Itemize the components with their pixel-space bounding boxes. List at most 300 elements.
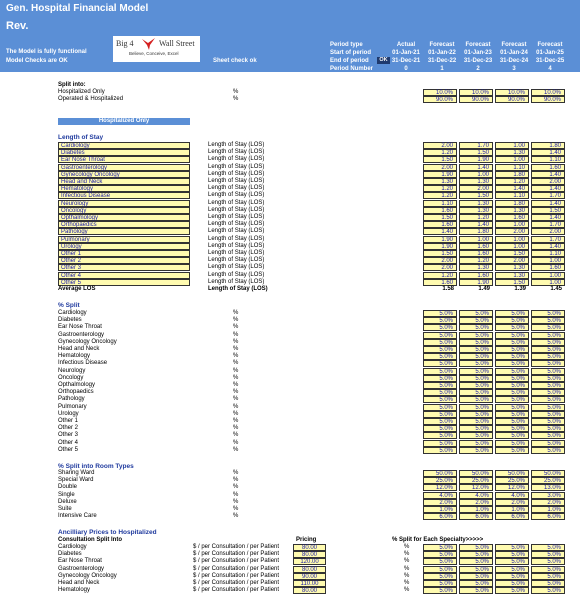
room-pct-input-cell[interactable]: 25.0% [495, 477, 529, 484]
average-los-value: 1.58 [442, 286, 454, 292]
los-input-cell[interactable]: 1.30 [495, 207, 529, 214]
specialty-name-cell[interactable]: Orthopaedics [58, 221, 190, 228]
pct-input-cell[interactable]: 5.0% [531, 375, 565, 382]
pct-input-cell[interactable]: 5.0% [459, 411, 493, 418]
pct-input-cell[interactable]: 5.0% [423, 368, 457, 375]
pct-input-cell[interactable]: 5.0% [423, 353, 457, 360]
specialty-name-cell[interactable]: Head and Neck [58, 178, 190, 185]
specialty-name-cell[interactable]: Hematology [58, 185, 190, 192]
input-cell[interactable]: 10.0% [531, 89, 565, 96]
los-input-cell[interactable]: 1.40 [423, 228, 457, 235]
specialty-split-input-cell[interactable]: 5.0% [459, 558, 493, 565]
los-input-cell[interactable]: 1.40 [459, 221, 493, 228]
room-pct-input-cell[interactable]: 6.0% [531, 513, 565, 520]
specialty-name-cell[interactable]: Pulmonary [58, 236, 190, 243]
pct-input-cell[interactable]: 5.0% [531, 432, 565, 439]
pct-input-cell[interactable]: 5.0% [531, 368, 565, 375]
pct-input-cell[interactable]: 5.0% [495, 375, 529, 382]
room-pct-input-cell[interactable]: 12.0% [459, 484, 493, 491]
pct-input-cell[interactable]: 5.0% [459, 310, 493, 317]
los-input-cell[interactable]: 1.20 [459, 214, 493, 221]
los-input-cell[interactable]: 1.10 [531, 156, 565, 163]
los-input-cell[interactable]: 1.10 [531, 250, 565, 257]
specialty-split-input-cell[interactable]: 5.0% [531, 573, 565, 580]
los-input-cell[interactable]: 1.60 [423, 221, 457, 228]
los-input-cell[interactable]: 1.50 [459, 192, 493, 199]
pct-input-cell[interactable]: 5.0% [423, 389, 457, 396]
room-pct-input-cell[interactable]: 50.0% [423, 470, 457, 477]
specialty-split-input-cell[interactable]: 5.0% [531, 587, 565, 594]
room-pct-input-cell[interactable]: 2.0% [459, 499, 493, 506]
specialty-split-input-cell[interactable]: 5.0% [459, 573, 493, 580]
los-input-cell[interactable]: 1.20 [423, 185, 457, 192]
pct-input-cell[interactable]: 5.0% [459, 339, 493, 346]
specialty-split-input-cell[interactable]: 5.0% [423, 566, 457, 573]
price-input-cell[interactable]: 80.00 [293, 544, 326, 551]
room-pct-input-cell[interactable]: 2.0% [423, 499, 457, 506]
pct-input-cell[interactable]: 5.0% [531, 346, 565, 353]
specialty-split-input-cell[interactable]: 5.0% [531, 566, 565, 573]
room-pct-input-cell[interactable]: 6.0% [459, 513, 493, 520]
pct-input-cell[interactable]: 5.0% [423, 375, 457, 382]
unit-label: $ / per Consultation / per Patient [193, 572, 280, 579]
specialty-split-input-cell[interactable]: 5.0% [495, 544, 529, 551]
specialty-label: Other 4 [58, 439, 79, 446]
specialty-split-input-cell[interactable]: 5.0% [459, 587, 493, 594]
input-cell[interactable]: 90.0% [459, 96, 493, 103]
pct-input-cell[interactable]: 5.0% [423, 360, 457, 367]
room-pct-input-cell[interactable]: 50.0% [459, 470, 493, 477]
average-los-value: 1.45 [550, 286, 562, 292]
room-type-label: Special Ward [58, 477, 94, 484]
room-pct-input-cell[interactable]: 2.0% [495, 499, 529, 506]
input-cell[interactable]: 90.0% [495, 96, 529, 103]
pct-input-cell[interactable]: 5.0% [531, 404, 565, 411]
room-pct-input-cell[interactable]: 2.0% [531, 499, 565, 506]
specialty-name-cell[interactable]: Oncology [58, 207, 190, 214]
specialty-split-input-cell[interactable]: 5.0% [459, 566, 493, 573]
specialty-name-cell[interactable]: Opthalmology [58, 214, 190, 221]
specialty-split-input-cell[interactable]: 5.0% [423, 558, 457, 565]
los-input-cell[interactable]: 1.60 [423, 207, 457, 214]
specialty-name-cell[interactable]: Gastroenterology [58, 164, 190, 171]
pct-input-cell[interactable]: 5.0% [495, 324, 529, 331]
pct-input-cell[interactable]: 5.0% [459, 404, 493, 411]
room-pct-input-cell[interactable]: 25.0% [459, 477, 493, 484]
specialty-name-cell[interactable]: Neurology [58, 200, 190, 207]
los-input-cell[interactable]: 1.60 [495, 214, 529, 221]
specialty-label: Gastroenterology [58, 565, 105, 572]
specialty-name-cell[interactable]: Gynecology Oncology [58, 171, 190, 178]
split-each-specialty-label: % Split for Each Specialty>>>>> [392, 537, 484, 543]
room-pct-input-cell[interactable]: 1.0% [423, 506, 457, 513]
pct-input-cell[interactable]: 5.0% [531, 353, 565, 360]
los-input-cell[interactable]: 1.90 [459, 156, 493, 163]
specialty-name-cell[interactable]: Other 3 [58, 264, 190, 271]
split-row-label: Hospitalized Only [58, 89, 105, 95]
los-input-cell[interactable]: 1.00 [459, 171, 493, 178]
price-input-cell[interactable]: 80.00 [293, 566, 326, 573]
los-input-cell[interactable]: 2.00 [495, 257, 529, 264]
pct-input-cell[interactable]: 5.0% [495, 440, 529, 447]
input-cell[interactable]: 10.0% [495, 89, 529, 96]
pct-input-cell[interactable]: 5.0% [495, 432, 529, 439]
specialty-name-cell[interactable]: Cardiology [58, 142, 190, 149]
pct-input-cell[interactable]: 5.0% [531, 339, 565, 346]
pct-input-cell[interactable]: 5.0% [459, 396, 493, 403]
split-into-title: Split into: [58, 82, 86, 88]
specialty-split-input-cell[interactable]: 5.0% [531, 551, 565, 558]
room-pct-input-cell[interactable]: 50.0% [495, 470, 529, 477]
pct-input-cell[interactable]: 5.0% [495, 418, 529, 425]
pct-input-cell[interactable]: 5.0% [531, 389, 565, 396]
pct-input-cell[interactable]: 5.0% [423, 411, 457, 418]
los-input-cell[interactable]: 1.00 [495, 221, 529, 228]
pct-input-cell[interactable]: 5.0% [495, 360, 529, 367]
specialty-label: Head and Neck [58, 346, 100, 352]
pct-input-cell[interactable]: 5.0% [531, 332, 565, 339]
unit-label: Length of Stay (LOS) [208, 221, 265, 228]
unit-label: % [233, 410, 239, 417]
pct-input-cell[interactable]: 5.0% [423, 346, 457, 353]
period-end: 31-Dec-23 [463, 58, 493, 64]
pct-input-cell[interactable]: 5.0% [423, 425, 457, 432]
los-input-cell[interactable]: 2.00 [423, 164, 457, 171]
unit-label: Length of Stay (LOS) [208, 142, 265, 148]
specialty-split-input-cell[interactable]: 5.0% [495, 573, 529, 580]
los-input-cell[interactable]: 1.60 [531, 164, 565, 171]
los-input-cell[interactable]: 1.10 [423, 200, 457, 207]
pct-input-cell[interactable]: 5.0% [459, 368, 493, 375]
unit-label: % [233, 506, 239, 512]
los-input-cell[interactable]: 1.40 [531, 149, 565, 156]
pct-input-cell[interactable]: 5.0% [531, 425, 565, 432]
los-input-cell[interactable]: 1.60 [459, 243, 493, 250]
pct-input-cell[interactable]: 5.0% [495, 339, 529, 346]
period-start: 01-Jan-23 [464, 50, 492, 56]
specialty-split-input-cell[interactable]: 5.0% [495, 551, 529, 558]
los-input-cell[interactable]: 1.30 [459, 207, 493, 214]
period-type: Actual [396, 42, 416, 48]
unit-label: Length of Stay (LOS) [208, 206, 265, 213]
los-input-cell[interactable]: 2.00 [495, 228, 529, 235]
pct-input-cell[interactable]: 5.0% [495, 425, 529, 432]
pct-input-cell[interactable]: 5.0% [423, 396, 457, 403]
period-type: Forecast [465, 42, 491, 48]
pct-input-cell[interactable]: 5.0% [531, 310, 565, 317]
pct-input-cell[interactable]: 5.0% [459, 425, 493, 432]
room-pct-input-cell[interactable]: 25.0% [531, 477, 565, 484]
los-input-cell[interactable]: 1.50 [423, 250, 457, 257]
input-cell[interactable]: 90.0% [531, 96, 565, 103]
specialty-split-input-cell[interactable]: 5.0% [423, 587, 457, 594]
los-input-cell[interactable]: 1.00 [531, 257, 565, 264]
room-pct-input-cell[interactable]: 3.0% [531, 492, 565, 499]
los-input-cell[interactable]: 2.00 [459, 185, 493, 192]
period-type: Forecast [501, 42, 527, 48]
room-pct-input-cell[interactable]: 1.0% [459, 506, 493, 513]
specialty-name-cell[interactable]: Other 1 [58, 250, 190, 257]
pct-input-cell[interactable]: 5.0% [459, 324, 493, 331]
los-input-cell[interactable]: 1.70 [531, 192, 565, 199]
los-input-cell[interactable]: 1.80 [531, 142, 565, 149]
los-input-cell[interactable]: 2.00 [423, 264, 457, 271]
los-input-cell[interactable]: 1.30 [495, 149, 529, 156]
unit-label: % [233, 310, 239, 316]
specialty-split-input-cell[interactable]: 5.0% [495, 566, 529, 573]
los-input-cell[interactable]: 1.40 [531, 243, 565, 250]
los-input-cell[interactable]: 2.00 [531, 228, 565, 235]
los-input-cell[interactable]: 1.60 [459, 272, 493, 279]
pct-input-cell[interactable]: 5.0% [459, 375, 493, 382]
los-input-cell[interactable]: 1.50 [423, 214, 457, 221]
room-pct-input-cell[interactable]: 6.0% [423, 513, 457, 520]
los-input-cell[interactable]: 1.90 [423, 236, 457, 243]
room-pct-input-cell[interactable]: 1.0% [531, 506, 565, 513]
los-input-cell[interactable]: 1.30 [495, 264, 529, 271]
los-input-cell[interactable]: 1.80 [495, 171, 529, 178]
input-cell[interactable]: 10.0% [459, 89, 493, 96]
unit-label: % [233, 360, 239, 367]
price-input-cell[interactable]: 80.00 [293, 551, 326, 558]
los-input-cell[interactable]: 1.70 [531, 221, 565, 228]
los-input-cell[interactable]: 1.70 [531, 236, 565, 243]
los-input-cell[interactable]: 1.20 [423, 272, 457, 279]
model-functional-note: The Model is fully functional [6, 49, 87, 55]
specialty-split-input-cell[interactable]: 5.0% [459, 580, 493, 587]
pct-input-cell[interactable]: 5.0% [495, 310, 529, 317]
unit-label: % [233, 382, 239, 388]
room-pct-input-cell[interactable]: 50.0% [531, 470, 565, 477]
unit-label: % [404, 565, 410, 572]
unit-label: % [233, 477, 239, 484]
los-input-cell[interactable]: 1.50 [531, 207, 565, 214]
los-input-cell[interactable]: 1.30 [459, 178, 493, 185]
price-input-cell[interactable]: 80.00 [293, 587, 326, 594]
room-pct-input-cell[interactable]: 6.0% [495, 513, 529, 520]
unit-label: % [233, 89, 239, 95]
specialty-name-cell[interactable]: Pathology [58, 228, 190, 235]
logo-text-right: Wall Street [159, 39, 195, 48]
room-pct-input-cell[interactable]: 12.0% [423, 484, 457, 491]
specialty-split-input-cell[interactable]: 5.0% [423, 573, 457, 580]
period-end: 31-Dec-21 [391, 58, 421, 64]
unit-label: Length of Stay (LOS) [208, 185, 265, 192]
period-number: 3 [512, 66, 516, 72]
period-number-label: Period Number [330, 66, 374, 72]
room-pct-input-cell[interactable]: 13.0% [531, 484, 565, 491]
pct-input-cell[interactable]: 5.0% [423, 310, 457, 317]
los-input-cell[interactable]: 1.30 [459, 200, 493, 207]
los-input-cell[interactable]: 1.70 [459, 142, 493, 149]
los-input-cell[interactable]: 1.00 [531, 272, 565, 279]
unit-label: $ / per Consultation / per Patient [193, 544, 280, 550]
specialty-name-cell[interactable]: Other 4 [58, 272, 190, 279]
input-cell[interactable]: 10.0% [423, 89, 457, 96]
los-input-cell[interactable]: 1.40 [459, 164, 493, 171]
los-input-cell[interactable]: 1.20 [423, 192, 457, 199]
los-input-cell[interactable]: 1.80 [459, 228, 493, 235]
los-input-cell[interactable]: 1.40 [531, 171, 565, 178]
unit-label: % [233, 396, 239, 403]
room-pct-input-cell[interactable]: 12.0% [495, 484, 529, 491]
pct-input-cell[interactable]: 5.0% [459, 389, 493, 396]
specialty-name-cell[interactable]: Diabetes [58, 149, 190, 156]
los-input-cell[interactable]: 2.00 [423, 142, 457, 149]
los-input-cell[interactable]: 1.10 [495, 192, 529, 199]
pct-input-cell[interactable]: 5.0% [495, 396, 529, 403]
ancillary-title: Ancilliary Prices to Hospitalized [58, 529, 157, 536]
los-input-cell[interactable]: 1.40 [531, 214, 565, 221]
unit-label: % [233, 317, 239, 324]
pct-input-cell[interactable]: 5.0% [531, 382, 565, 389]
specialty-name-cell[interactable]: Other 2 [58, 257, 190, 264]
los-input-cell[interactable]: 1.90 [423, 171, 457, 178]
los-input-cell[interactable]: 1.50 [459, 149, 493, 156]
pct-input-cell[interactable]: 5.0% [495, 368, 529, 375]
specialty-label: Pulmonary [58, 403, 87, 410]
period-number: 4 [548, 66, 552, 72]
los-input-cell[interactable]: 1.90 [423, 243, 457, 250]
room-pct-input-cell[interactable]: 4.0% [495, 492, 529, 499]
los-input-cell[interactable]: 1.60 [423, 279, 457, 286]
los-input-cell[interactable]: 1.20 [495, 178, 529, 185]
pct-input-cell[interactable]: 5.0% [495, 382, 529, 389]
pct-input-cell[interactable]: 5.0% [531, 324, 565, 331]
pct-input-cell[interactable]: 5.0% [531, 440, 565, 447]
pct-input-cell[interactable]: 5.0% [531, 317, 565, 324]
los-input-cell[interactable]: 2.00 [531, 178, 565, 185]
pct-input-cell[interactable]: 5.0% [459, 317, 493, 324]
los-input-cell[interactable]: 1.50 [423, 156, 457, 163]
los-input-cell[interactable]: 1.40 [531, 200, 565, 207]
input-cell[interactable]: 90.0% [423, 96, 457, 103]
pct-input-cell[interactable]: 5.0% [495, 332, 529, 339]
pct-input-cell[interactable]: 5.0% [495, 353, 529, 360]
los-input-cell[interactable]: 2.00 [423, 257, 457, 264]
specialty-name-cell[interactable]: Urology [58, 243, 190, 250]
specialty-name-cell[interactable]: Ear Nose Throat [58, 156, 190, 163]
unit-label: % [233, 446, 239, 453]
pct-input-cell[interactable]: 5.0% [423, 440, 457, 447]
pct-input-cell[interactable]: 5.0% [459, 332, 493, 339]
pct-input-cell[interactable]: 5.0% [495, 447, 529, 454]
room-pct-input-cell[interactable]: 4.0% [423, 492, 457, 499]
los-input-cell[interactable]: 1.20 [459, 257, 493, 264]
pct-input-cell[interactable]: 5.0% [423, 324, 457, 331]
specialty-label: Ear Nose Throat [58, 324, 102, 331]
los-input-cell[interactable]: 1.90 [459, 279, 493, 286]
specialty-split-input-cell[interactable]: 5.0% [531, 558, 565, 565]
specialty-split-input-cell[interactable]: 5.0% [459, 544, 493, 551]
los-input-cell[interactable]: 1.00 [495, 243, 529, 250]
pct-input-cell[interactable]: 5.0% [459, 382, 493, 389]
specialty-split-input-cell[interactable]: 5.0% [495, 558, 529, 565]
pct-input-cell[interactable]: 5.0% [531, 360, 565, 367]
specialty-split-input-cell[interactable]: 5.0% [423, 551, 457, 558]
pct-input-cell[interactable]: 5.0% [531, 396, 565, 403]
los-input-cell[interactable]: 1.00 [495, 236, 529, 243]
unit-label: Length of Stay (LOS) [208, 170, 265, 177]
los-input-cell[interactable]: 1.60 [531, 264, 565, 271]
los-input-cell[interactable]: 1.40 [495, 185, 529, 192]
pct-input-cell[interactable]: 5.0% [423, 404, 457, 411]
logo-text-left: Big 4 [116, 39, 134, 48]
specialty-name-cell[interactable]: Other 5 [58, 279, 190, 286]
price-input-cell[interactable]: 110.00 [293, 580, 326, 587]
specialty-label: Gastroenterology [58, 331, 105, 338]
pct-input-cell[interactable]: 5.0% [459, 418, 493, 425]
unit-label: % [233, 470, 239, 476]
pct-input-cell[interactable]: 5.0% [423, 447, 457, 454]
room-pct-input-cell[interactable]: 25.0% [423, 477, 457, 484]
specialty-split-input-cell[interactable]: 5.0% [495, 587, 529, 594]
specialty-split-input-cell[interactable]: 5.0% [531, 580, 565, 587]
los-input-cell[interactable]: 1.60 [459, 250, 493, 257]
specialty-split-input-cell[interactable]: 5.0% [495, 580, 529, 587]
los-input-cell[interactable]: 1.10 [495, 164, 529, 171]
los-input-cell[interactable]: 1.00 [495, 142, 529, 149]
specialty-split-input-cell[interactable]: 5.0% [423, 580, 457, 587]
los-input-cell[interactable]: 1.40 [531, 185, 565, 192]
specialty-name-cell[interactable]: Infectious Disease [58, 192, 190, 199]
pct-input-cell[interactable]: 5.0% [459, 360, 493, 367]
los-input-cell[interactable]: 1.00 [459, 236, 493, 243]
price-input-cell[interactable]: 90.00 [293, 573, 326, 580]
unit-label: Length of Stay (LOS) [208, 271, 265, 278]
unit-label: Length of Stay (LOS) [208, 250, 265, 256]
pct-input-cell[interactable]: 5.0% [495, 346, 529, 353]
los-input-cell[interactable]: 1.30 [423, 178, 457, 185]
pct-input-cell[interactable]: 5.0% [459, 346, 493, 353]
pct-input-cell[interactable]: 5.0% [495, 389, 529, 396]
specialty-split-input-cell[interactable]: 5.0% [531, 544, 565, 551]
unit-label: % [233, 96, 239, 103]
specialty-split-input-cell[interactable]: 5.0% [459, 551, 493, 558]
los-input-cell[interactable]: 1.30 [459, 264, 493, 271]
pct-input-cell[interactable]: 5.0% [495, 317, 529, 324]
pct-input-cell[interactable]: 5.0% [531, 411, 565, 418]
pct-input-cell[interactable]: 5.0% [495, 411, 529, 418]
pct-input-cell[interactable]: 5.0% [423, 382, 457, 389]
los-input-cell[interactable]: 1.00 [495, 156, 529, 163]
pct-input-cell[interactable]: 5.0% [459, 432, 493, 439]
los-input-cell[interactable]: 1.50 [495, 279, 529, 286]
pct-input-cell[interactable]: 5.0% [423, 418, 457, 425]
pct-input-cell[interactable]: 5.0% [423, 332, 457, 339]
period-start: 01-Jan-21 [392, 50, 420, 56]
los-input-cell[interactable]: 1.20 [423, 149, 457, 156]
specialty-split-input-cell[interactable]: 5.0% [423, 544, 457, 551]
pct-input-cell[interactable]: 5.0% [459, 440, 493, 447]
unit-label: % [233, 513, 239, 520]
los-input-cell[interactable]: 1.50 [495, 250, 529, 257]
pct-input-cell[interactable]: 5.0% [531, 447, 565, 454]
los-input-cell[interactable]: 1.30 [495, 272, 529, 279]
room-pct-input-cell[interactable]: 4.0% [459, 492, 493, 499]
pct-input-cell[interactable]: 5.0% [531, 418, 565, 425]
room-pct-input-cell[interactable]: 1.0% [495, 506, 529, 513]
pct-input-cell[interactable]: 5.0% [459, 447, 493, 454]
pct-input-cell[interactable]: 5.0% [423, 339, 457, 346]
price-input-cell[interactable]: 120.00 [293, 558, 326, 565]
los-input-cell[interactable]: 1.00 [531, 279, 565, 286]
pct-input-cell[interactable]: 5.0% [423, 432, 457, 439]
pct-input-cell[interactable]: 5.0% [459, 353, 493, 360]
pct-input-cell[interactable]: 5.0% [495, 404, 529, 411]
pct-input-cell[interactable]: 5.0% [423, 317, 457, 324]
los-input-cell[interactable]: 1.80 [495, 200, 529, 207]
